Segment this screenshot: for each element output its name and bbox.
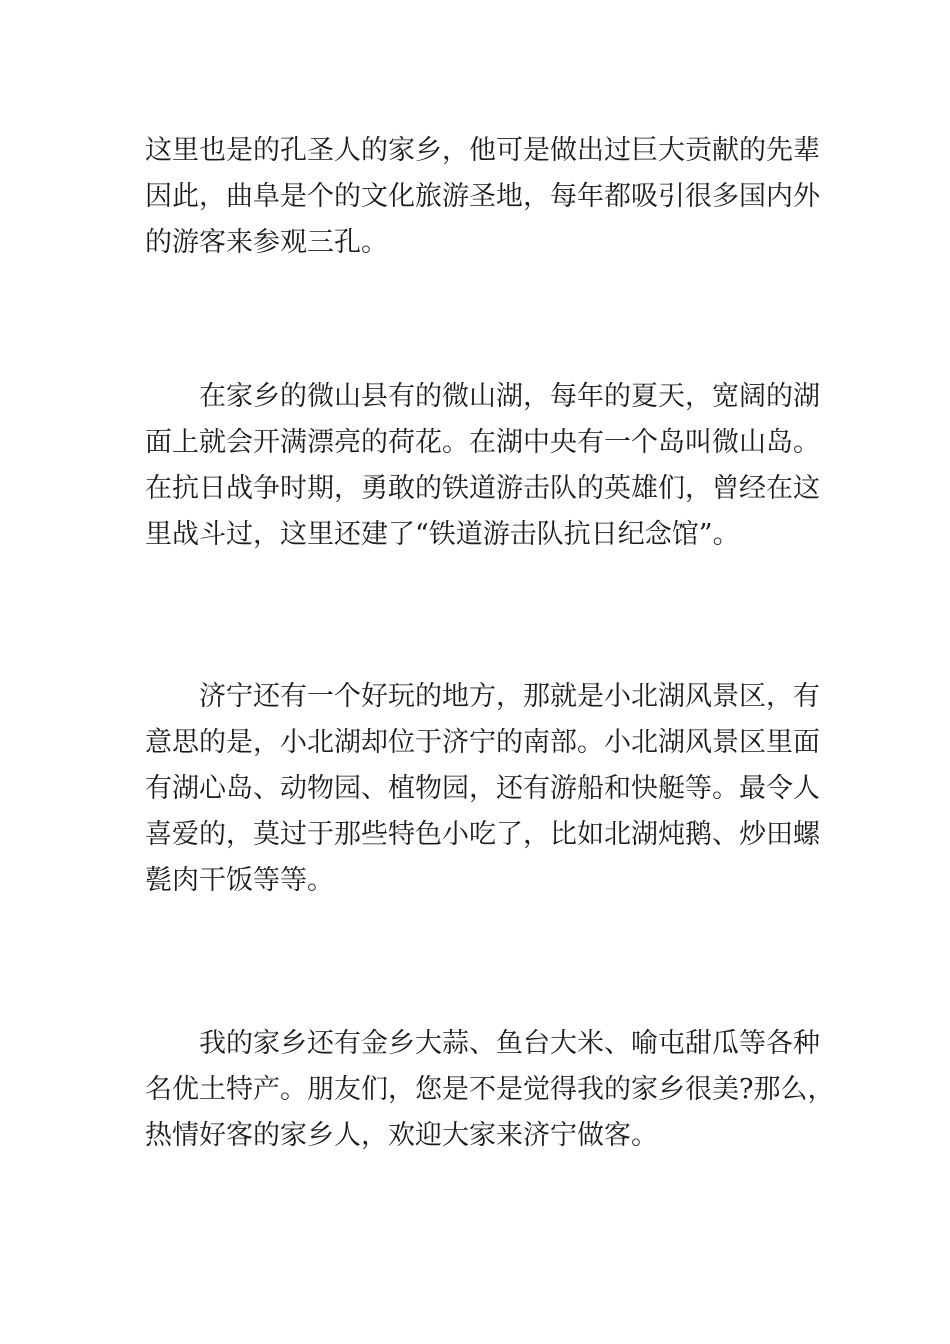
text-line: 面上就会开满漂亮的荷花。在湖中央有一个岛叫微山岛。	[145, 427, 820, 458]
paragraph-xiaobei-lake	[145, 674, 820, 904]
paragraph-specialties	[145, 1021, 835, 1159]
text-line: 名优土特产。朋友们，您是不是觉得我的家乡很美?那么，	[145, 1074, 835, 1105]
text-line: 的游客来参观三孔。	[145, 227, 388, 258]
text-line: 济宁还有一个好玩的地方，那就是小北湖风景区，有	[145, 681, 820, 712]
text-line: 我的家乡还有金乡大蒜、鱼台大米、喻屯甜瓜等各种	[145, 1028, 820, 1059]
paragraph-qufu	[145, 128, 820, 266]
text-line: 甏肉干饭等等。	[145, 865, 334, 896]
text-line: 在家乡的微山县有的微山湖，每年的夏天，宽阔的湖	[145, 381, 820, 412]
text-line: 意思的是，小北湖却位于济宁的南部。小北湖风景区里面	[145, 727, 820, 758]
text-line: 在抗日战争时期，勇敢的铁道游击队的英雄们，曾经在这	[145, 473, 820, 504]
paragraph-weishan-lake	[145, 374, 820, 558]
text-line: 热情好客的家乡人，欢迎大家来济宁做客。	[145, 1120, 658, 1151]
text-line: 喜爱的，莫过于那些特色小吃了，比如北湖炖鹅、炒田螺	[145, 819, 820, 850]
text-line: 因此，曲阜是个的文化旅游圣地，每年都吸引很多国内外	[145, 181, 820, 212]
text-line: 里战斗过，这里还建了“铁道游击队抗日纪念馆”。	[145, 519, 740, 550]
text-line: 这里也是的孔圣人的家乡，他可是做出过巨大贡献的先辈	[145, 135, 820, 166]
text-line: 有湖心岛、动物园、植物园，还有游船和快艇等。最令人	[145, 773, 820, 804]
